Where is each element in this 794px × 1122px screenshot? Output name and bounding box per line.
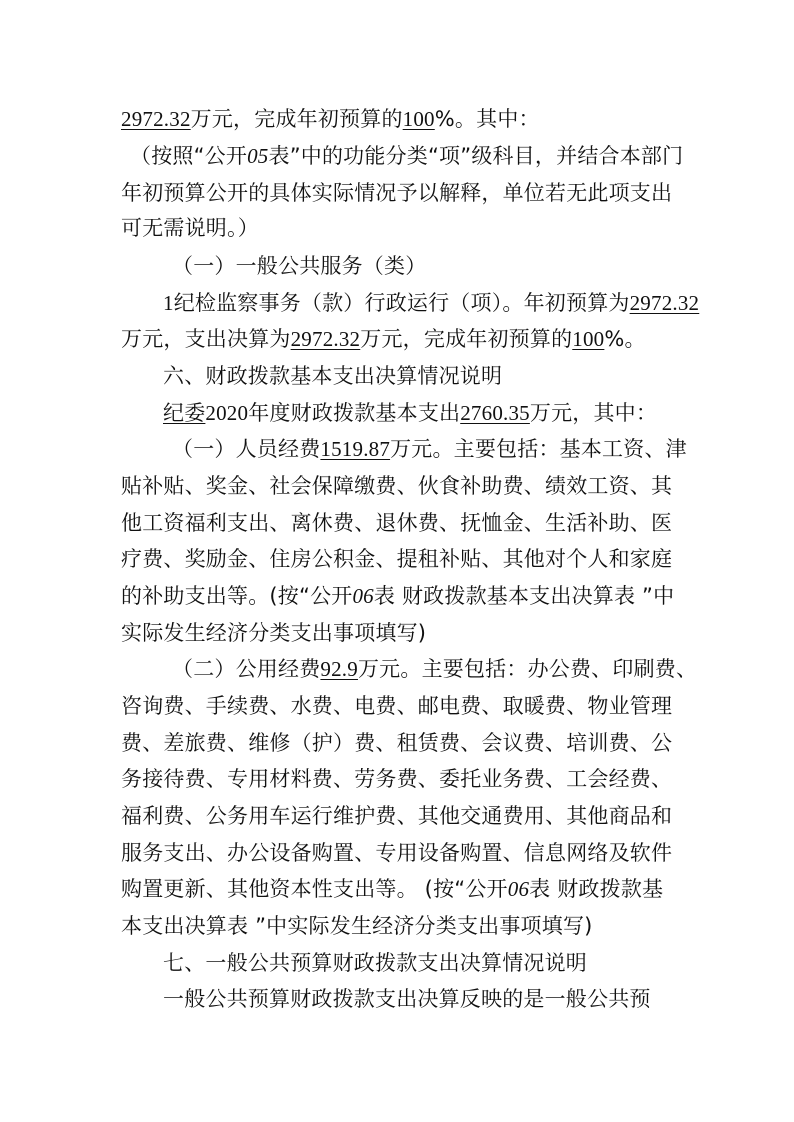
section-heading-general-budget [0,950,794,978]
section-heading-general-public-service [0,253,794,281]
text-line-10 [0,436,794,464]
text-segment: 购置更新、其他资本性支出等。 (按“公开 [121,877,508,901]
text-segment: 疗费、奖励金、住房公积金、提租补贴、其他对个人和家庭 [121,547,673,571]
text-line-2 [0,143,794,171]
text-segment: 1519.87 [320,437,391,461]
text-line-21 [0,840,794,868]
text-segment: 七、一般公共预算财政拨款支出决算情况说明 [163,951,587,975]
text-segment: 年度财政拨款基本支出 [248,401,461,425]
text-segment: （二）公用经费 [172,657,321,681]
text-segment: 92.9 [320,657,358,681]
text-segment: 表 财政拨款基 [529,877,664,901]
text-segment: （一）人员经费 [172,437,321,461]
text-line-7 [0,326,794,354]
text-segment: 万元，完成年初预算的 [190,107,403,131]
text-segment: %。其中： [434,107,540,131]
text-segment: 本支出决算表 ”中实际发生经济分类支出事项填写) [121,914,593,938]
text-segment: 务接待费、专用材料费、劳务费、委托业务费、工会经费、 [121,767,673,791]
text-line-18 [0,730,794,758]
text-segment: 纪检监察事务（款）行政运行（项）。年初预算为 [173,291,630,315]
text-line-4 [0,215,794,243]
text-segment: （按照“公开 [130,144,248,168]
text-line-6 [0,290,794,318]
text-segment: 服务支出、办公设备购置、专用设备购置、信息网络及软件 [121,841,673,865]
text-segment: 100 [572,327,605,351]
text-segment: 05 [247,144,269,168]
text-segment: 表 财政拨款基本支出决算表 ”中 [373,584,675,608]
text-segment: 2760.35 [460,401,530,425]
text-segment: 费、差旅费、维修（护）费、租赁费、会议费、培训费、公 [121,731,673,755]
text-segment: 年初预算公开的具体实际情况予以解释，单位若无此项支出 [121,181,673,205]
text-segment: 他工资福利支出、离休费、退休费、抚恤金、生活补助、医 [121,511,673,535]
text-segment: 2972.32 [121,107,191,131]
text-line-20 [0,803,794,831]
text-line-14 [0,583,794,611]
text-line-1 [0,106,794,134]
text-segment: 实际发生经济分类支出事项填写) [121,621,427,645]
text-segment: （一）一般公共服务（类） [172,254,427,278]
text-line-22 [0,876,794,904]
text-segment: 一般公共预算财政拨款支出决算反映的是一般公共预 [163,987,651,1011]
text-line-11 [0,473,794,501]
text-segment: 1 [163,291,174,315]
text-line-13 [0,546,794,574]
text-line-9 [0,400,794,428]
text-line-15 [0,620,794,648]
text-segment: 贴补贴、奖金、社会保障缴费、伙食补助费、绩效工资、其 [121,474,673,498]
text-segment: 万元，支出决算为 [121,327,291,351]
text-segment: 纪委 [163,401,206,425]
text-segment: 万元。主要包括：办公费、印刷费、 [357,657,698,681]
text-segment: 万元，完成年初预算的 [360,327,573,351]
text-segment: 的补助支出等。(按“公开 [121,584,353,608]
text-segment: 咨询费、手续费、水费、电费、邮电费、取暖费、物业管理 [121,694,673,718]
text-segment: 100 [402,107,435,131]
text-line-12 [0,510,794,538]
text-segment: 06 [352,584,374,608]
text-segment: 可无需说明。） [121,216,259,240]
text-line-16 [0,656,794,684]
section-heading-basic-expenditure [0,363,794,391]
text-segment: 2020 [205,401,249,425]
text-line-17 [0,693,794,721]
text-line-3 [0,180,794,208]
text-line-19 [0,766,794,794]
text-segment: 六、财政拨款基本支出决算情况说明 [163,364,503,388]
text-segment: 06 [507,877,530,901]
text-segment: 2972.32 [629,291,700,315]
text-segment: 福利费、公务用车运行维护费、其他交通费用、其他商品和 [121,804,673,828]
text-segment: 万元。主要包括：基本工资、津 [390,437,687,461]
text-segment: 万元，其中： [529,401,658,425]
text-segment: %。 [604,327,646,351]
text-segment: 2972.32 [290,327,361,351]
text-line-23 [0,913,794,941]
text-segment: 表”中的功能分类“项”级科目，并结合本部门 [268,144,684,168]
text-line-25 [0,986,794,1014]
